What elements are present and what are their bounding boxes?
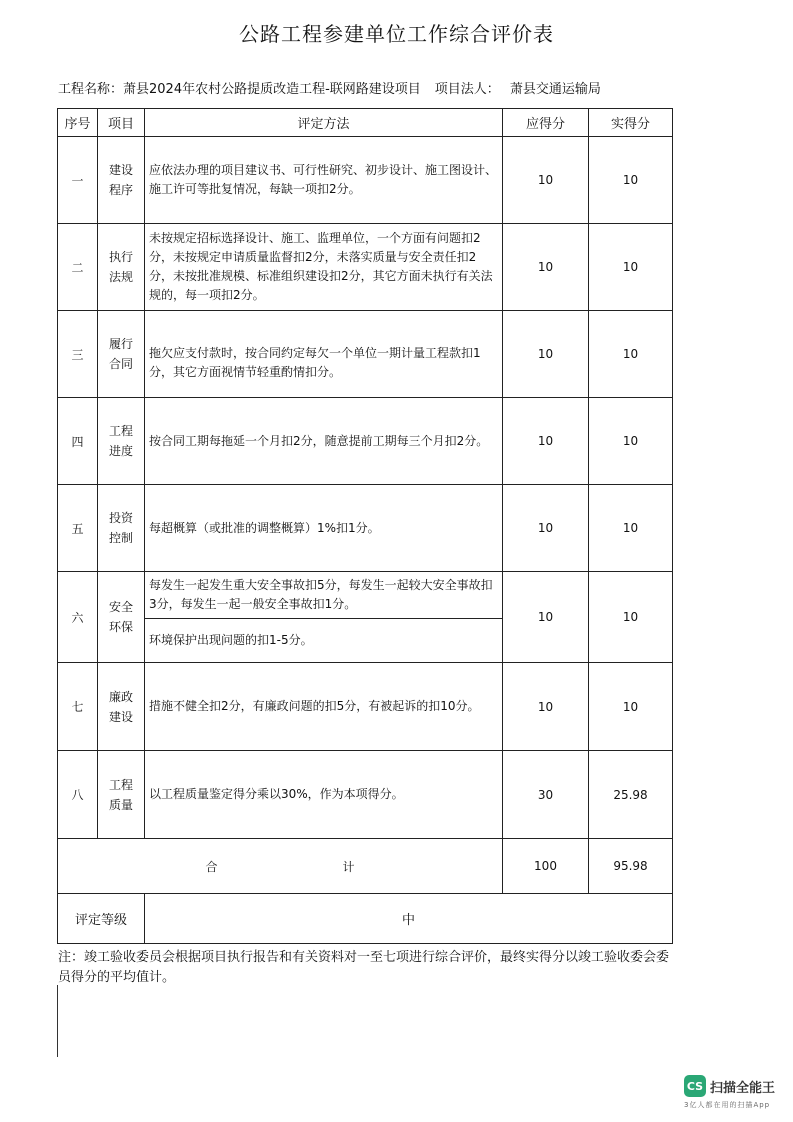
table-row bbox=[58, 663, 673, 751]
grade-row bbox=[58, 894, 673, 944]
row-due-score: 10 bbox=[503, 137, 589, 224]
watermark-brand: 扫描全能王 bbox=[710, 1080, 776, 1096]
row-item: 执行法规 bbox=[98, 224, 145, 311]
row-actual-score: 10 bbox=[589, 485, 673, 572]
project-name-label: 工程名称： bbox=[58, 82, 124, 97]
row-no: 四 bbox=[58, 398, 98, 485]
scan-edge-line bbox=[57, 985, 58, 1057]
row-no: 三 bbox=[58, 311, 98, 398]
table-row bbox=[58, 572, 673, 619]
row-due-score: 10 bbox=[503, 398, 589, 485]
header-method: 评定方法 bbox=[145, 109, 503, 137]
row-no: 六 bbox=[58, 572, 98, 663]
row-actual-score: 25.98 bbox=[589, 751, 673, 839]
row-method-secondary: 环境保护出现问题的扣1-5分。 bbox=[145, 619, 503, 663]
row-actual-score: 10 bbox=[589, 398, 673, 485]
scanner-watermark bbox=[684, 1075, 775, 1097]
header-actual-score: 实得分 bbox=[589, 109, 673, 137]
row-method: 每发生一起发生重大安全事故扣5分，每发生一起较大安全事故扣3分，每发生一起一般安全事故扣1分。 bbox=[145, 572, 503, 619]
table-row bbox=[58, 751, 673, 839]
table-header-row bbox=[58, 109, 673, 137]
row-due-score: 30 bbox=[503, 751, 589, 839]
row-method: 以工程质量鉴定得分乘以30%，作为本项得分。 bbox=[145, 751, 503, 839]
row-item: 工程质量 bbox=[98, 751, 145, 839]
row-actual-score: 10 bbox=[589, 311, 673, 398]
row-method: 拖欠应支付款时，按合同约定每欠一个单位一期计量工程款扣1分，其它方面视情节轻重酌情扣分。 bbox=[145, 311, 503, 398]
row-no: 二 bbox=[58, 224, 98, 311]
row-method: 未按规定招标选择设计、施工、监理单位，一个方面有问题扣2分，未按规定申请质量监督扣2分，未落实质量与安全责任扣2分，未按批准规模、标准组织建设扣2分，其它方面未执行有关法规的，每一项扣2分。 bbox=[145, 224, 503, 311]
total-label-right: 计 bbox=[342, 859, 355, 874]
table-row bbox=[58, 137, 673, 224]
header-due-score: 应得分 bbox=[503, 109, 589, 137]
project-name-value: 萧县2024年农村公路提质改造工程-联网路建设项目 bbox=[123, 82, 421, 97]
row-item: 廉政建设 bbox=[98, 663, 145, 751]
row-no: 七 bbox=[58, 663, 98, 751]
footnote: 注：竣工验收委员会根据项目执行报告和有关资料对一至七项进行综合评价，最终实得分以竣工验收委会委员得分的平均值计。 bbox=[58, 950, 670, 985]
row-due-score: 10 bbox=[503, 311, 589, 398]
row-item: 建设程序 bbox=[98, 137, 145, 224]
project-owner-value: 萧县交通运输局 bbox=[509, 82, 601, 97]
row-due-score: 10 bbox=[503, 663, 589, 751]
row-no: 一 bbox=[58, 137, 98, 224]
project-info-line bbox=[58, 78, 601, 97]
table-row bbox=[58, 485, 673, 572]
row-actual-score: 10 bbox=[589, 663, 673, 751]
row-due-score: 10 bbox=[503, 224, 589, 311]
table-row bbox=[58, 224, 673, 311]
row-item: 履行合同 bbox=[98, 311, 145, 398]
row-item: 安全环保 bbox=[98, 572, 145, 663]
row-no: 五 bbox=[58, 485, 98, 572]
total-row bbox=[58, 839, 673, 894]
row-due-score: 10 bbox=[503, 485, 589, 572]
row-actual-score: 10 bbox=[589, 137, 673, 224]
row-item: 工程进度 bbox=[98, 398, 145, 485]
row-method: 每超概算（或批准的调整概算）1%扣1分。 bbox=[145, 485, 503, 572]
total-actual-score: 95.98 bbox=[589, 839, 673, 894]
header-no: 序号 bbox=[58, 109, 98, 137]
document-title: 公路工程参建单位工作综合评价表 bbox=[239, 22, 554, 46]
header-item: 项目 bbox=[98, 109, 145, 137]
evaluation-table bbox=[57, 108, 673, 944]
row-actual-score: 10 bbox=[589, 224, 673, 311]
table-row bbox=[58, 398, 673, 485]
row-method: 措施不健全扣2分，有廉政问题的扣5分，有被起诉的扣10分。 bbox=[145, 663, 503, 751]
grade-value: 中 bbox=[145, 894, 673, 944]
total-due-score: 100 bbox=[503, 839, 589, 894]
total-label-left: 合 bbox=[205, 859, 218, 874]
camscanner-logo-icon: CS bbox=[684, 1075, 706, 1097]
total-label bbox=[58, 839, 503, 894]
table-row bbox=[58, 311, 673, 398]
row-actual-score: 10 bbox=[589, 572, 673, 663]
row-item: 投资控制 bbox=[98, 485, 145, 572]
row-method: 按合同工期每拖延一个月扣2分，随意提前工期每三个月扣2分。 bbox=[145, 398, 503, 485]
watermark-subtitle: 3亿人都在用的扫描App bbox=[684, 1101, 771, 1109]
row-method: 应依法办理的项目建议书、可行性研究、初步设计、施工图设计、施工许可等批复情况，每缺一项扣2分。 bbox=[145, 137, 503, 224]
project-owner-label: 项目法人： bbox=[434, 82, 500, 97]
row-due-score: 10 bbox=[503, 572, 589, 663]
grade-label: 评定等级 bbox=[58, 894, 145, 944]
row-no: 八 bbox=[58, 751, 98, 839]
